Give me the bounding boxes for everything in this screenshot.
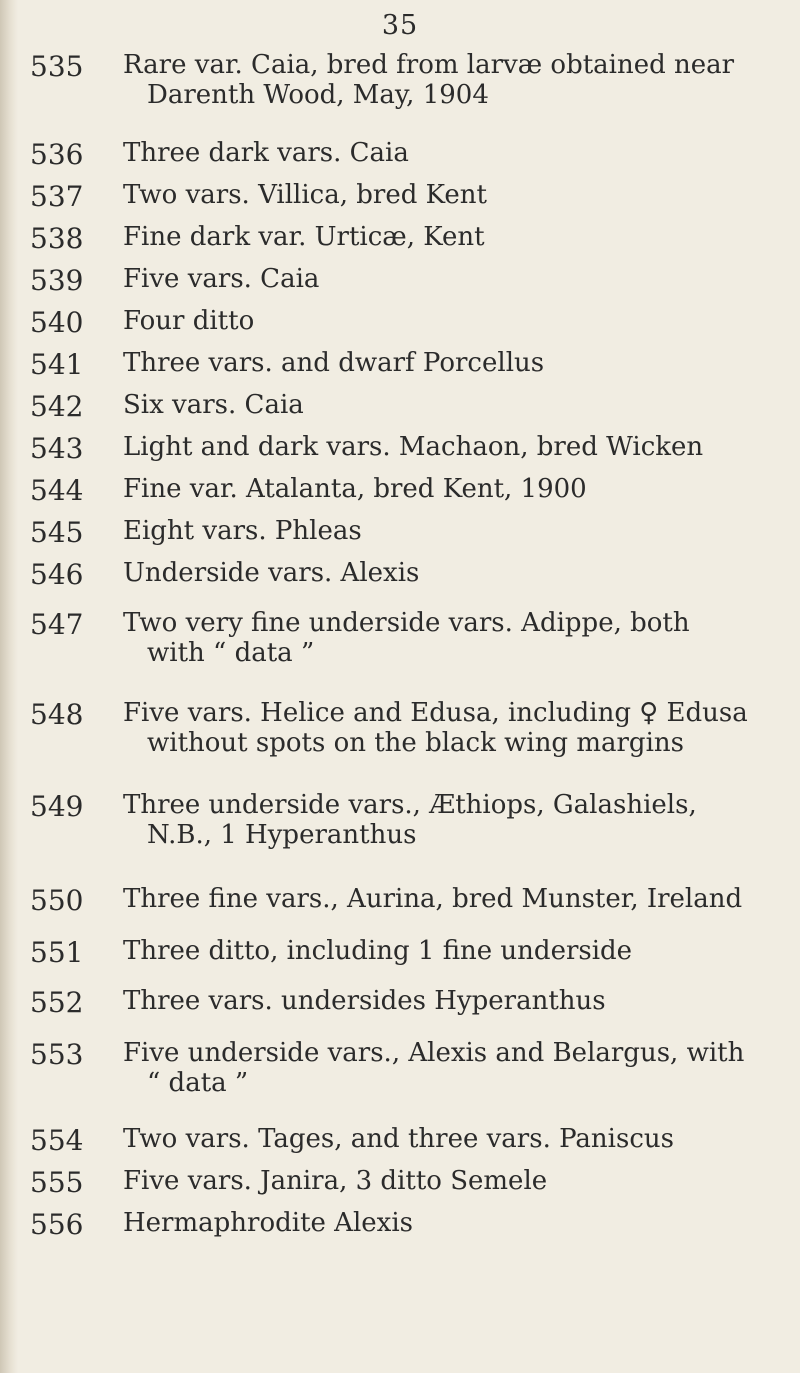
lot-description: [123, 1208, 783, 1238]
lot-number: 544: [30, 474, 84, 507]
lot-description-line: Six vars. Caia: [123, 390, 304, 420]
lot-number: 541: [30, 348, 84, 381]
lot-description-continuation: Darenth Wood, May, 1904: [147, 80, 489, 110]
lot-description: [123, 1166, 783, 1196]
lot-description: [123, 264, 783, 294]
lot-description: [123, 474, 783, 504]
lot-description-line: Three underside vars., Æthiops, Galashiels,: [123, 790, 697, 820]
lot-number: 535: [30, 50, 84, 83]
lot-description-line: Hermaphrodite Alexis: [123, 1208, 413, 1238]
lot-number: 542: [30, 390, 84, 423]
lot-description: [123, 390, 783, 420]
lot-description: [123, 790, 783, 850]
lot-description: [123, 50, 783, 110]
lot-description: [123, 698, 783, 758]
lot-description-line: Three ditto, including 1 fine underside: [123, 936, 633, 966]
lot-description-line: Rare var. Caia, bred from larvæ obtained near: [123, 50, 735, 80]
lot-number: 552: [30, 986, 84, 1019]
page-number: 35: [381, 10, 419, 41]
lot-description: [123, 558, 783, 588]
lot-description-line: Five vars. Janira, 3 ditto Semele: [123, 1166, 548, 1196]
lot-number: 547: [30, 608, 84, 641]
lot-description: [123, 516, 783, 546]
lot-description-line: Five underside vars., Alexis and Belargus, with: [123, 1038, 745, 1068]
lot-description-line: Three vars. undersides Hyperanthus: [123, 986, 606, 1016]
lot-description-line: Two very fine underside vars. Adippe, both: [123, 608, 690, 638]
lot-description-line: Fine var. Atalanta, bred Kent, 1900: [123, 474, 587, 504]
lot-description-continuation: N.B., 1 Hyperanthus: [147, 820, 417, 850]
lot-description-line: Three vars. and dwarf Porcellus: [123, 348, 545, 378]
lot-number: 536: [30, 138, 84, 171]
lot-description-line: Light and dark vars. Machaon, bred Wicken: [123, 432, 704, 462]
lot-number: 555: [30, 1166, 84, 1199]
lot-description-line: Five vars. Caia: [123, 264, 320, 294]
lot-description-line: Four ditto: [123, 306, 255, 336]
lot-description-line: Two vars. Villica, bred Kent: [123, 180, 487, 210]
lot-description: [123, 348, 783, 378]
lot-number: 548: [30, 698, 84, 731]
lot-description-line: Fine dark var. Urticæ, Kent: [123, 222, 485, 252]
lot-number: 556: [30, 1208, 84, 1241]
lot-number: 537: [30, 180, 84, 213]
lot-number: 546: [30, 558, 84, 591]
lot-description: [123, 884, 783, 914]
lot-number: 543: [30, 432, 84, 465]
lot-number: 554: [30, 1124, 84, 1157]
lot-description: [123, 1038, 783, 1098]
lot-description: [123, 986, 783, 1016]
lot-description: [123, 1124, 783, 1154]
lot-number: 538: [30, 222, 84, 255]
lot-description: [123, 222, 783, 252]
page-edge-shadow: [0, 0, 18, 1373]
lot-description-continuation: “ data ”: [147, 1068, 249, 1098]
lot-description: [123, 138, 783, 168]
lot-description-line: Two vars. Tages, and three vars. Paniscus: [123, 1124, 674, 1154]
lot-description: [123, 608, 783, 668]
lot-number: 539: [30, 264, 84, 297]
lot-number: 545: [30, 516, 84, 549]
lot-description-line: Three dark vars. Caia: [123, 138, 409, 168]
lot-number: 553: [30, 1038, 84, 1071]
lot-description-line: Underside vars. Alexis: [123, 558, 420, 588]
lot-description: [123, 936, 783, 966]
lot-description-continuation: without spots on the black wing margins: [147, 728, 684, 758]
lot-description-line: Three fine vars., Aurina, bred Munster, Ireland: [123, 884, 743, 914]
lot-number: 551: [30, 936, 84, 969]
lot-description-continuation: with “ data ”: [147, 638, 315, 668]
lot-number: 540: [30, 306, 84, 339]
lot-number: 549: [30, 790, 84, 823]
lot-description: [123, 306, 783, 336]
lot-description: [123, 180, 783, 210]
lot-description: [123, 432, 783, 462]
lot-number: 550: [30, 884, 84, 917]
lot-description-line: Five vars. Helice and Edusa, including ♀ Edusa: [123, 698, 748, 728]
lot-description-line: Eight vars. Phleas: [123, 516, 362, 546]
